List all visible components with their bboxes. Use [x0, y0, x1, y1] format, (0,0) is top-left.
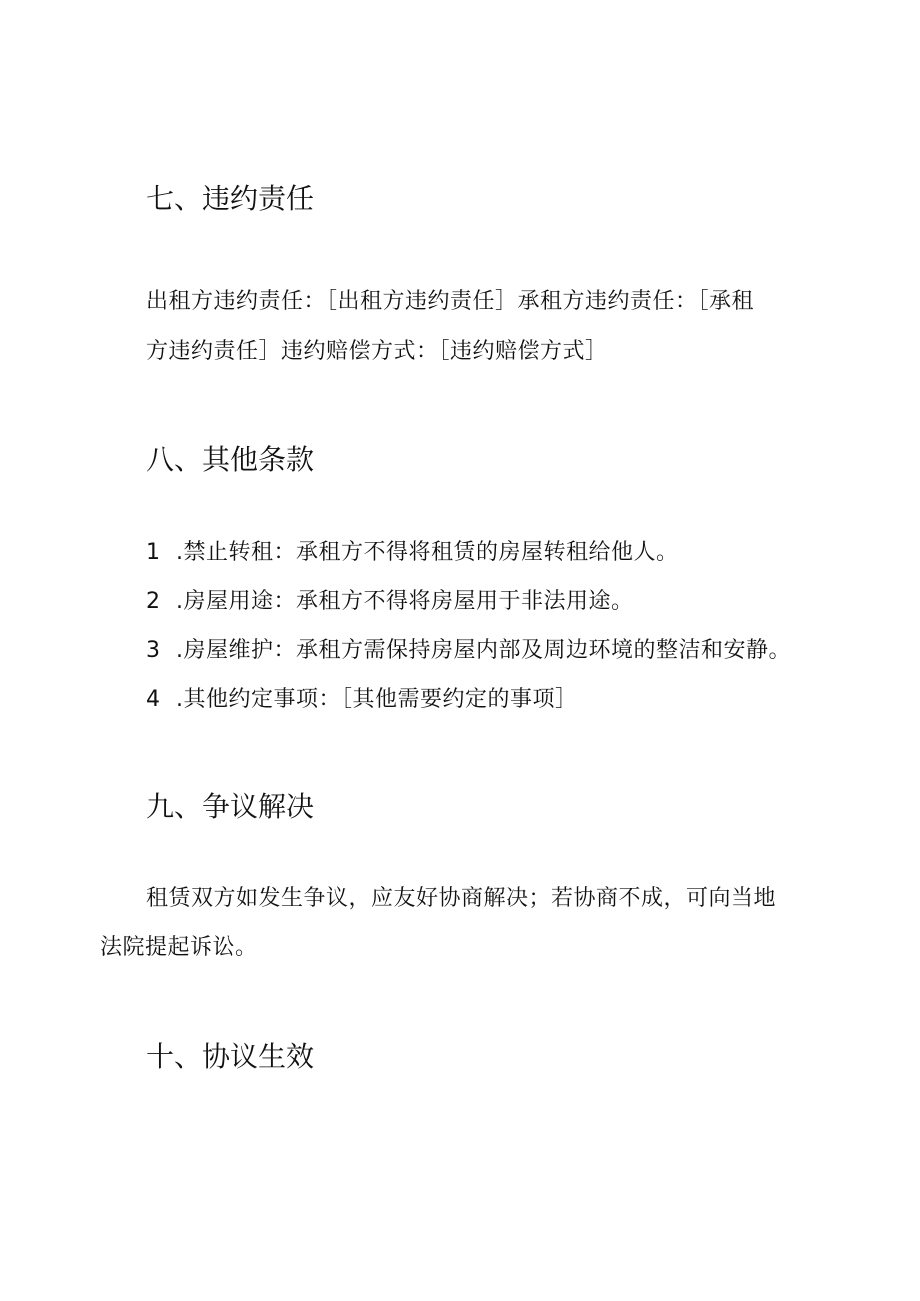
item-number: 1 — [146, 540, 161, 565]
section-8-item-1 — [146, 538, 679, 568]
section-8-item-2 — [146, 587, 634, 617]
section-8-item-3 — [146, 636, 791, 666]
item-text: .房屋用途：承租方不得将房屋用于非法用途。 — [176, 589, 634, 614]
section-10-heading: 十、协议生效 — [146, 1040, 315, 1073]
item-number: 4 — [146, 687, 161, 712]
section-9-heading: 九、争议解决 — [146, 790, 315, 823]
item-text: .房屋维护：承租方需保持房屋内部及周边环境的整洁和安静。 — [176, 638, 791, 663]
section-8-heading: 八、其他条款 — [146, 443, 315, 476]
section-9-line-2: 法院提起诉讼。 — [100, 935, 258, 960]
section-8-item-4 — [146, 685, 578, 715]
item-number: 3 — [146, 638, 161, 663]
section-7-line-2: 方违约责任］违约赔偿方式：［违约赔偿方式］ — [146, 339, 608, 364]
section-7-line-1: 出租方违约责任：［出租方违约责任］承租方违约责任：［承租 — [146, 289, 755, 314]
section-9-line-1: 租赁双方如发生争议，应友好协商解决；若协商不成，可向当地 — [146, 886, 777, 911]
item-text: .禁止转租：承租方不得将租赁的房屋转租给他人。 — [176, 540, 679, 565]
item-number: 2 — [146, 589, 161, 614]
section-7-heading: 七、违约责任 — [146, 182, 315, 215]
item-text: .其他约定事项：［其他需要约定的事项］ — [176, 687, 578, 712]
